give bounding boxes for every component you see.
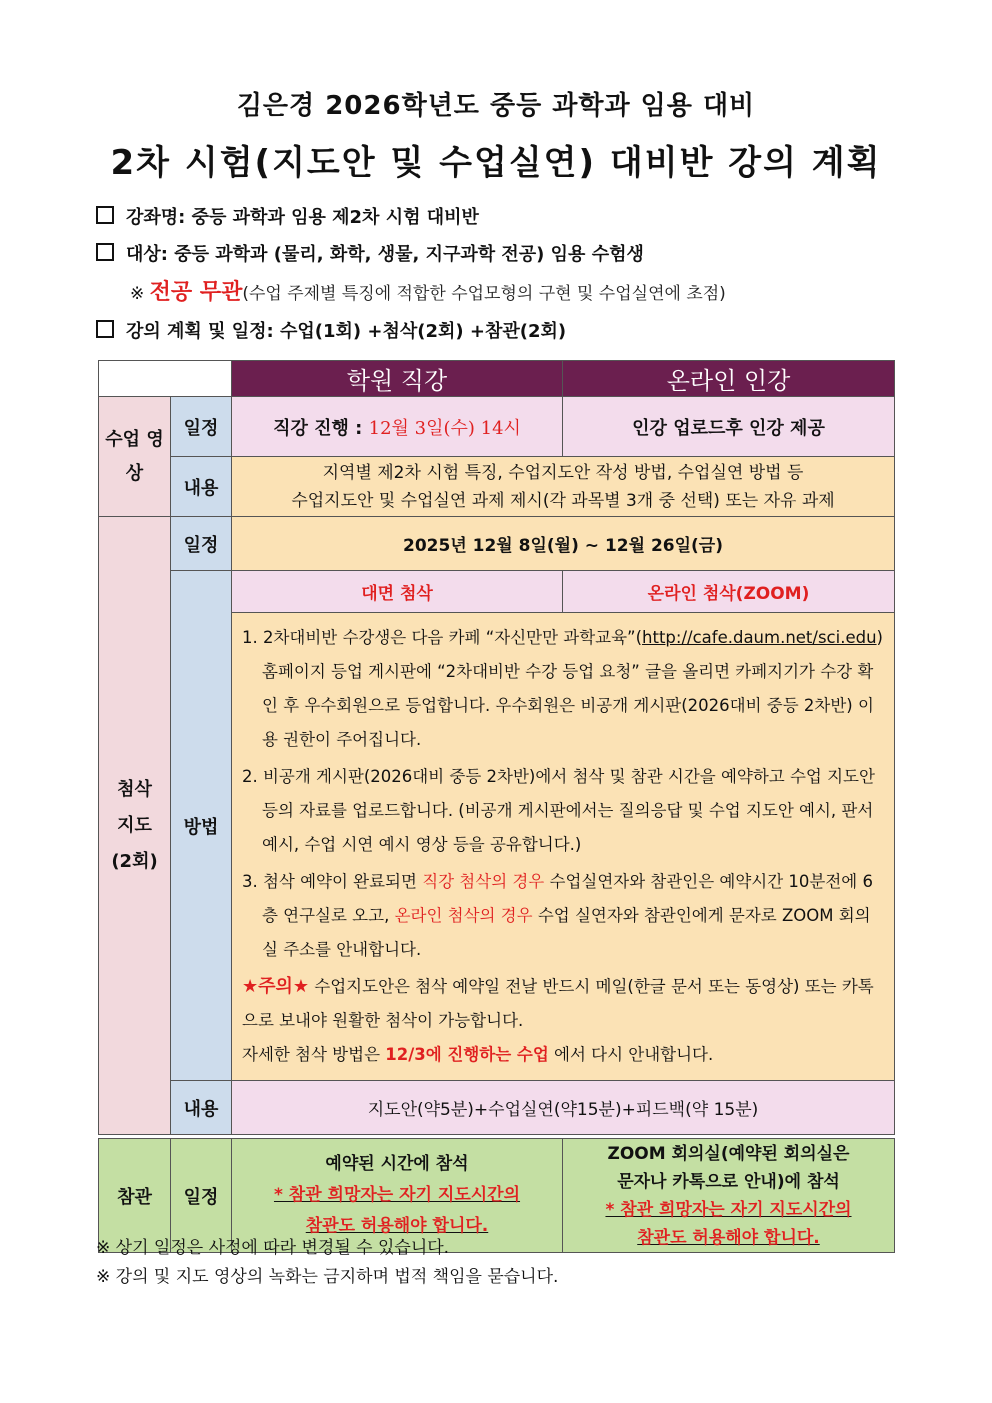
warning-label: ★주의★: [242, 976, 310, 997]
observe-note-line: 참관도 허용해야 합니다.: [637, 1227, 820, 1248]
plan-text: 강의 계획 및 일정: 수업(1회) +첨삭(2회) +참관(2회): [126, 321, 567, 342]
observe-note-line: * 참관 희망자는 자기 지도시간의: [605, 1199, 852, 1220]
page-subtitle: 2차 시험(지도안 및 수업실연) 대비반 강의 계획: [110, 143, 882, 183]
schedule-table: [98, 360, 895, 1253]
method-text: 수업 실연자와 참관인에게 문자로 ZOOM 회의실 주소를 안내합니다.: [262, 906, 871, 959]
method-text: ) 홈페이지 등업 게시판에 “2차대비반 수강 등업 요청” 글을 올리면 카페지기가 수강 확인 후 우수회원으로 등업합니다. 우수회원은 비공개 게시판(2026대비 중등 2차반) 이용 권한이 주어집니다.: [262, 628, 883, 749]
method-content: [232, 613, 895, 1081]
edit-label-line: 지도: [117, 814, 152, 836]
header-empty-cell: [99, 361, 232, 397]
method-item-1: [242, 621, 884, 757]
checkbox-icon: [96, 206, 114, 224]
header-academy: 학원 직강: [232, 361, 563, 397]
method-label: 방법: [171, 571, 232, 1081]
observe-online-text: 문자나 카톡으로 안내)에 참석: [617, 1171, 840, 1192]
content-label: 내용: [171, 1081, 232, 1135]
lecture-live: [232, 397, 563, 457]
checkbox-icon: [96, 243, 114, 261]
note-highlight: 전공 무관: [149, 280, 243, 305]
detail-note: [242, 1038, 884, 1072]
checkbox-icon: [96, 320, 114, 338]
observe-note-line: 참관도 허용해야 합니다.: [305, 1216, 489, 1236]
method-item-2: 2. 비공개 게시판(2026대비 중등 2차반)에서 첨삭 및 참관 시간을 예약하고 수업 지도안 등의 자료를 업로드합니다. (비공개 게시판에서는 질의응답 및 수업 지도안 예시, 판서 예시, 수업 시연 예시 영상 등을 공유합니다.): [242, 767, 875, 854]
table-header-row: [99, 361, 895, 397]
table-row: [99, 571, 895, 613]
observe-label: 참관: [99, 1139, 171, 1253]
edit-schedule: 2025년 12월 8일(월) ~ 12월 26일(금): [232, 517, 895, 571]
schedule-label: 일정: [171, 397, 232, 457]
warning-text: 수업지도안은 첨삭 예약일 전날 반드시 메일(한글 문서 또는 동영상) 또는 카톡으로 보내야 원활한 첨삭이 가능합니다.: [242, 977, 874, 1030]
content-label: 내용: [171, 457, 232, 517]
lecture-content: [232, 457, 895, 517]
observe-online-text: ZOOM 회의실(예약된 회의실은: [607, 1143, 850, 1164]
lecture-live-date: 12월 3일(수) 14시: [368, 417, 521, 439]
footnote: ※ 상기 일정은 사정에 따라 변경될 수 있습니다.: [96, 1238, 450, 1258]
course-name-line: [96, 203, 479, 229]
lecture-label: 수업 영상: [99, 397, 171, 517]
cafe-link[interactable]: http://cafe.daum.net/sci.edu: [642, 628, 877, 647]
schedule-label: 일정: [171, 1139, 232, 1253]
lecture-online: 인강 업로드후 인강 제공: [563, 397, 895, 457]
edit-label-line: (2회): [111, 850, 158, 872]
target-text: 대상: 중등 과학과 (물리, 화학, 생물, 지구과학 전공) 임용 수험생: [126, 244, 644, 265]
table-row: [99, 397, 895, 457]
detail-highlight: 12/3에 진행하는 수업: [385, 1045, 549, 1064]
edit-label: [99, 517, 171, 1135]
major-note: [130, 275, 726, 306]
table-row: [99, 517, 895, 571]
method-highlight: 온라인 첨삭의 경우: [394, 906, 533, 925]
method-text: 수업실연자와 참관인은 예약시간 10분전에 6층 연구실로 오고,: [262, 872, 873, 925]
target-line: [96, 240, 644, 266]
schedule-label: 일정: [171, 517, 232, 571]
page-title: 김은경 2026학년도 중등 과학과 임용 대비: [236, 91, 756, 121]
method-text: 1. 2차대비반 수강생은 다음 카페 “자신만만 과학교육”(: [242, 628, 643, 647]
warning-note: [242, 970, 884, 1038]
plan-line: [96, 317, 566, 343]
observe-note-line: * 참관 희망자는 자기 지도시간의: [273, 1185, 521, 1205]
edit-online: 온라인 첨삭(ZOOM): [563, 571, 895, 613]
note-text: (수업 주제별 특징에 적합한 수업모형의 구현 및 수업실연에 초점): [242, 284, 726, 304]
header-online: 온라인 인강: [563, 361, 895, 397]
detail-text: 에서 다시 안내합니다.: [548, 1045, 714, 1064]
lecture-live-prefix: 직강 진행 :: [273, 417, 369, 439]
table-row: [99, 457, 895, 517]
observe-online: [563, 1139, 895, 1253]
method-text: 3. 첨삭 예약이 완료되면: [242, 872, 423, 891]
footnote: ※ 강의 및 지도 영상의 녹화는 금지하며 법적 책임을 묻습니다.: [96, 1267, 559, 1287]
observe-offline-text: 예약된 시간에 참석: [325, 1154, 469, 1174]
lecture-content-line: 수업지도안 및 수업실연 과제 제시(각 과목별 3개 중 선택) 또는 자유 과제: [291, 490, 835, 511]
note-mark: ※: [130, 284, 150, 304]
detail-text: 자세한 첨삭 방법은: [242, 1045, 386, 1064]
table-row: [99, 1081, 895, 1135]
edit-offline: 대면 첨삭: [232, 571, 563, 613]
edit-label-line: 첨삭: [117, 778, 152, 800]
edit-content: 지도안(약5분)+수업실연(약15분)+피드백(약 15분): [232, 1081, 895, 1135]
course-name: 강좌명: 중등 과학과 임용 제2차 시험 대비반: [126, 207, 479, 228]
method-highlight: 직강 첨삭의 경우: [422, 872, 545, 891]
method-item-3: [242, 865, 884, 967]
lecture-content-line: 지역별 제2차 시험 특징, 수업지도안 작성 방법, 수업실연 방법 등: [322, 462, 804, 483]
